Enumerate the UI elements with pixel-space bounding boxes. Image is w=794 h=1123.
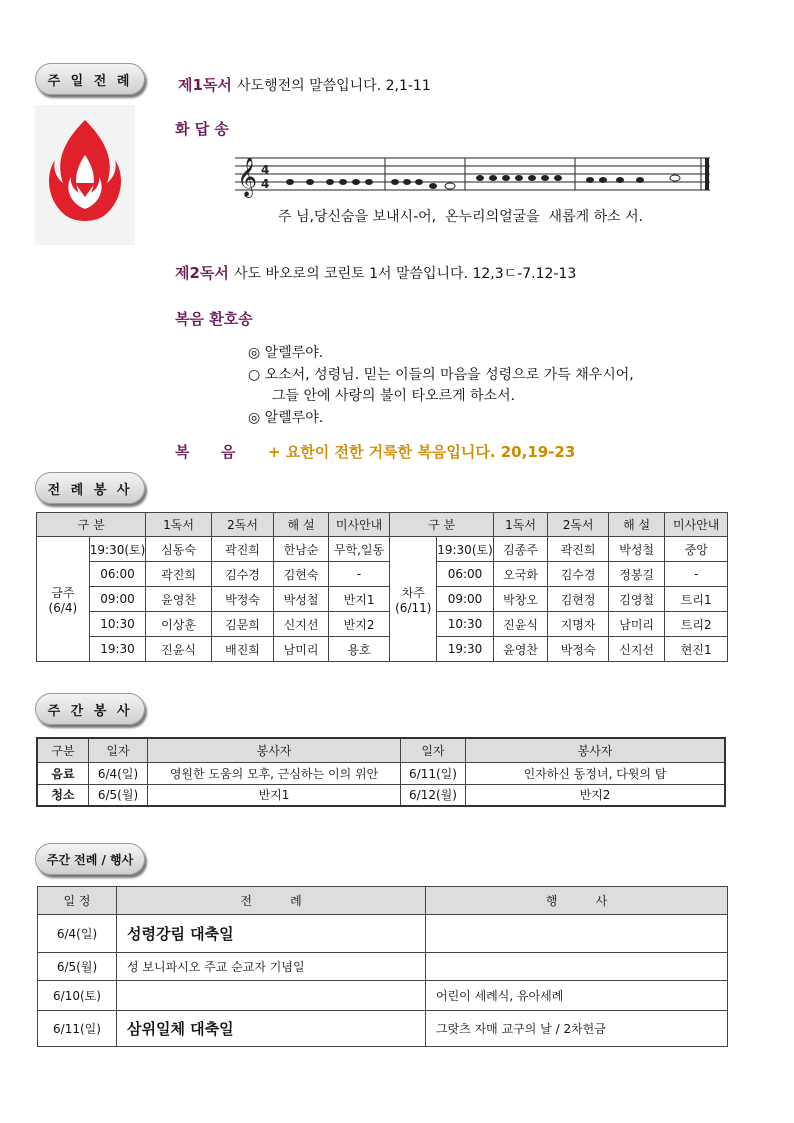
table-cell: 반지2 [466,784,726,806]
table-row [38,915,728,953]
table-cell: 트리1 [665,587,728,612]
liturgy-service-pill: 전 례 봉 사 [35,472,145,504]
sunday-liturgy-pill: 주 일 전 례 [35,63,145,95]
table-cell: 중앙 [665,537,728,562]
liturgy-service-table [36,512,728,662]
week2-cell: 차주 (6/11) [390,537,437,662]
table-cell: 김종주 [493,537,548,562]
header-schedule: 일 정 [38,887,117,915]
svg-text:4: 4 [261,177,270,191]
table-cell: 그랏츠 자매 교구의 날 / 2차헌금 [426,1011,728,1047]
table-cell: 어린이 세례식, 유아세례 [426,981,728,1011]
table-cell: 김현숙 [274,562,329,587]
table-cell: 무학,일동 [328,537,390,562]
psalm-lyric: 주 님,당신숨을 보내시-어, 온누리의얼굴을 새롭게 하소 서. [278,209,644,225]
header-reading1: 1독서 [493,513,548,537]
table-cell: 6/10(토) [38,981,117,1011]
table-cell: 성령강림 대축일 [117,915,426,953]
gospel-label: 복 음 [175,443,236,461]
table-cell: 진윤식 [493,612,548,637]
weekly-events-table [37,886,728,1047]
alleluia-line-3: 그들 안에 사랑의 불이 타오르게 하소서. [272,388,516,404]
alleluia-label: 복음 환호송 [175,310,253,328]
table-cell: 트리2 [665,612,728,637]
header-date: 일자 [89,738,148,762]
header-reading2: 2독서 [548,513,609,537]
reading2 [175,262,576,283]
header-reading1: 1독서 [146,513,211,537]
table-cell: 윤영찬 [493,637,548,662]
table-cell: 심동숙 [146,537,211,562]
table-cell: 곽진희 [146,562,211,587]
table-row [38,981,728,1011]
reading1-label: 제1독서 [178,76,232,94]
table-cell: 진윤식 [146,637,211,662]
table-cell: 19:30(토) [437,537,494,562]
table-cell: 김수경 [211,562,273,587]
table-cell: 6/11(일) [38,1011,117,1047]
table-cell: 박성철 [608,537,665,562]
header-guide: 미사안내 [665,513,728,537]
reading1 [178,74,431,95]
alleluia-line-1: ◎ 알렐루야. [248,345,324,361]
table-cell: 신지선 [608,637,665,662]
header-date: 일자 [401,738,466,762]
table-row [38,953,728,981]
table-cell: 지명자 [548,612,609,637]
table-cell: 19:30(토) [89,537,146,562]
table-cell: 남미리 [608,612,665,637]
table-cell: 오국화 [493,562,548,587]
table-cell: 10:30 [89,612,146,637]
weekly-events-pill: 주간 전례 / 행사 [35,843,145,875]
table-cell: 06:00 [437,562,494,587]
table-cell: 삼위일체 대축일 [117,1011,426,1047]
table-row [37,637,728,662]
table-cell: 청소 [37,784,89,806]
weekly-service-table [36,737,726,807]
table-cell: 이상훈 [146,612,211,637]
table-cell: 반지1 [328,587,390,612]
header-events: 행 사 [426,887,728,915]
table-row [37,587,728,612]
gospel-text: + 요한이 전한 거룩한 복음입니다. 20,19-23 [268,443,576,461]
table-cell: 음료 [37,762,89,784]
alleluia-line-2: ○ 오소서, 성령님. 믿는 이들의 마음을 성령으로 가득 채우시어, [248,367,634,383]
table-cell: 06:00 [89,562,146,587]
table-cell: 10:30 [437,612,494,637]
svg-text:4: 4 [261,163,270,177]
header-commentary: 해 설 [274,513,329,537]
table-cell: 김수경 [548,562,609,587]
svg-text:𝄞: 𝄞 [237,157,258,197]
table-cell: 6/11(일) [401,762,466,784]
table-cell: 박정숙 [548,637,609,662]
holy-spirit-flame-icon [35,105,135,245]
table-row [37,762,725,784]
table-cell: 09:00 [89,587,146,612]
table-cell: 6/4(일) [38,915,117,953]
table-cell: 6/4(일) [89,762,148,784]
header-reading2: 2독서 [211,513,273,537]
header-guide: 미사안내 [328,513,390,537]
table-cell [117,981,426,1011]
table-cell [426,915,728,953]
table-cell: 박정숙 [211,587,273,612]
table-cell: 반지2 [328,612,390,637]
header-volunteer: 봉사자 [148,738,401,762]
table-cell: 현진1 [665,637,728,662]
table-cell: 김영철 [608,587,665,612]
table-cell: 성 보니파시오 주교 순교자 기념일 [117,953,426,981]
table-cell: 19:30 [89,637,146,662]
table-cell: 6/5(월) [38,953,117,981]
header-liturgy: 전 례 [117,887,426,915]
week1-cell: 금주 (6/4) [37,537,90,662]
table-row [37,537,728,562]
table-cell: 반지1 [148,784,401,806]
psalm-label: 화 답 송 [175,120,229,138]
table-cell: 인자하신 동정녀, 다윗의 탑 [466,762,726,784]
alleluia-line-4: ◎ 알렐루야. [248,410,324,426]
table-cell: 박성철 [274,587,329,612]
weekly-service-pill: 주 간 봉 사 [35,693,145,725]
reading2-label: 제2독서 [175,264,229,282]
table-cell: 6/5(월) [89,784,148,806]
table-cell: 정봉길 [608,562,665,587]
table-cell: 6/12(월) [401,784,466,806]
table-cell: 남미리 [274,637,329,662]
table-row [37,784,725,806]
table-cell: 곽진희 [548,537,609,562]
table-cell: - [328,562,390,587]
table-cell: 박창오 [493,587,548,612]
table-cell [426,953,728,981]
table-cell: 곽진희 [211,537,273,562]
table-cell: 김현정 [548,587,609,612]
header-category: 구 분 [37,513,146,537]
header-commentary: 해 설 [608,513,665,537]
reading1-text: 사도행전의 말씀입니다. 2,1-11 [237,78,431,94]
table-cell: - [665,562,728,587]
table-cell: 19:30 [437,637,494,662]
table-row [37,562,728,587]
header-volunteer: 봉사자 [466,738,726,762]
table-cell: 09:00 [437,587,494,612]
table-cell: 용호 [328,637,390,662]
header-category: 구 분 [390,513,493,537]
table-cell: 한남순 [274,537,329,562]
table-cell: 영원한 도움의 모후, 근심하는 이의 위안 [148,762,401,784]
table-cell: 배진희 [211,637,273,662]
header-type: 구분 [37,738,89,762]
reading2-text: 사도 바오로의 코린토 1서 말씀입니다. 12,3ㄷ-7.12-13 [234,266,577,282]
table-row [38,1011,728,1047]
table-row [37,612,728,637]
table-cell: 신지선 [274,612,329,637]
table-cell: 김문희 [211,612,273,637]
table-cell: 윤영찬 [146,587,211,612]
psalm-music-staff [235,150,710,200]
